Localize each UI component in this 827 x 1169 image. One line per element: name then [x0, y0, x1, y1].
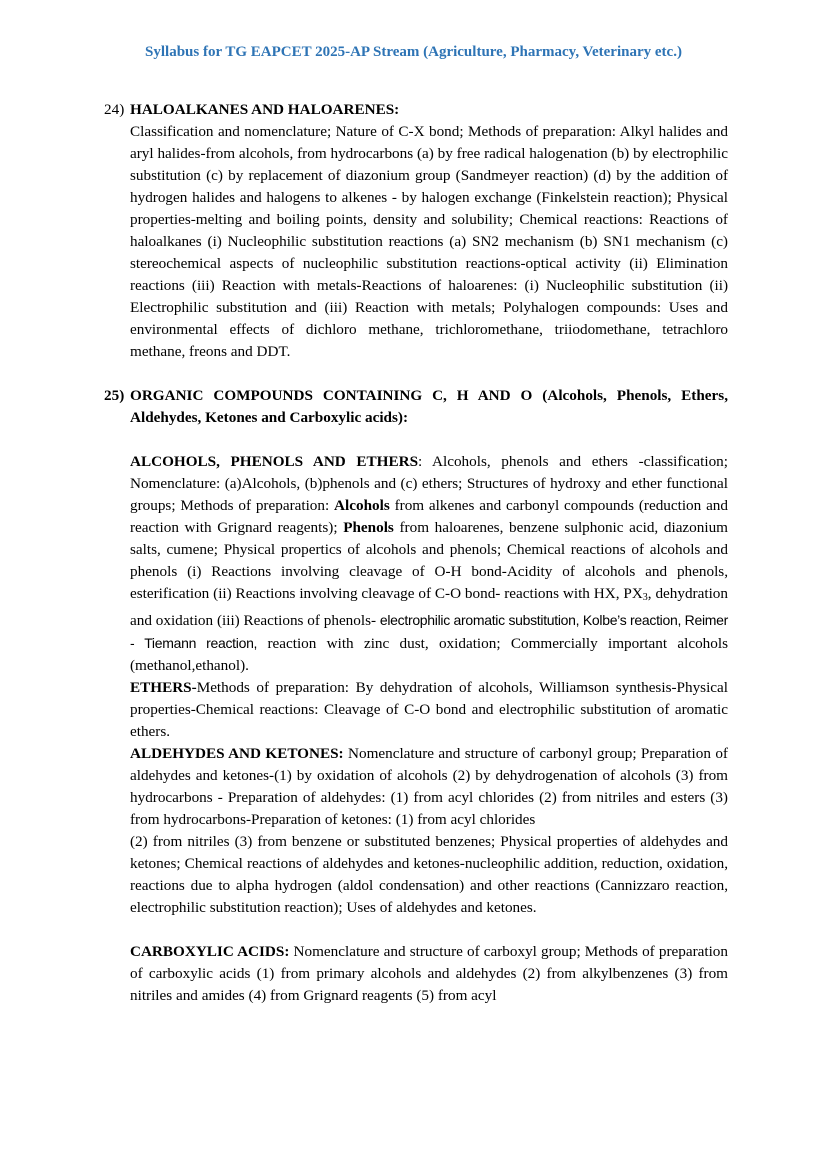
subsection-heading: CARBOXYLIC ACIDS:: [130, 943, 290, 960]
subsection-heading: ALDEHYDES AND KETONES:: [130, 745, 344, 762]
section-number: 25): [104, 387, 125, 404]
section-title: HALOALKANES AND HALOARENES:: [130, 101, 400, 118]
section-number: 24): [104, 101, 125, 118]
alcohols-paragraph: ALCOHOLS, PHENOLS AND ETHERS: Alcohols, phenols and ethers -classification; Nomenclature: (a)Alcohols, (b)phenols and (c) ethers; Structures of hydroxy and ether functional groups; Methods of preparation: Alcohols from alkenes and carbonyl compounds (reduction and reaction with Grignard reagents); Phenols from haloarenes, benzene sulphonic acid, diazonium salts, cumene; Physical propertics of alcohols and phenols; Chemical reactions of alcohols and phenols (i) Reactions involving cleavage of O-H bond-Acidity of alcohols and phenols, esterification (ii) Reactions involving cleavage of C-O bond- reactions with HX, $PX_3$, dehydration and oxidation (iii) Reactions of phenols- electrophilic aromatic substitution, Kolbe’s reaction, Reimer - Tiemann reaction, reaction with zinc dust, oxidation; Commercially important alcohols (methanol,ethanol).: [130, 453, 728, 674]
carboxylic-paragraph: CARBOXYLIC ACIDS: Nomenclature and structure of carboxyl group; Methods of preparation of carboxylic acids (1) from primary alcohols and aldehydes (2) from alkylbenzenes (3) from nitriles and amides (4) from Grignard reagents (5) from acyl: [130, 943, 728, 1004]
section-24: [104, 99, 728, 363]
aldehydes-paragraph: ALDEHYDES AND KETONES: Nomenclature and structure of carbonyl group; Preparation of aldehydes and ketones-(1) by oxidation of alcohols (2) by dehydrogenation of alcohols (3) from hydrocarbons - Preparation of aldehydes: (1) from acyl chlorides (2) from nitriles and esters (3) from hydrocarbons-Preparation of ketones: (1) from acyl chlorides: [130, 745, 728, 828]
section-title: ORGANIC COMPOUNDS CONTAINING C, H AND O (Alcohols, Phenols, Ethers, Aldehydes, Ketones and Carboxylic acids):: [130, 387, 728, 426]
subsection-heading: ALCOHOLS, PHENOLS AND ETHERS: [130, 453, 419, 470]
section-25: [104, 385, 728, 1007]
aldehydes-paragraph-continued: (2) from nitriles (3) from benzene or substituted benzenes; Physical properties of aldehydes and ketones; Chemical reactions of aldehydes and ketones-nucleophilic addition, reduction, oxidation, reactions due to alpha hydrogen (aldol condensation) and other reactions (Cannizzaro reaction, electrophilic substitution reaction); Uses of aldehydes and ketones.: [130, 833, 728, 916]
page-header: Syllabus for TG EAPCET 2025-AP Stream (Agriculture, Pharmacy, Veterinary etc.): [145, 44, 682, 60]
section-paragraph: Classification and nomenclature; Nature of C-X bond; Methods of preparation: Alkyl halides and aryl halides-from alcohols, from hydrocarbons (a) by free radical halogenation (b) by electrophilic substitution (c) by replacement of diazonium group (Sandmeyer reaction) (d) by the addition of hydrogen halides and halogens to alkenes - by halogen exchange (Finkelstein reaction); Physical properties-melting and boiling points, density and solubility; Chemical reactions: Reactions of haloalkanes (i) Nucleophilic substitution reactions (a) SN2 mechanism (b) SN1 mechanism (c) stereochemical aspects of nucleophilic substitution reactions-optical activity (ii) Elimination reactions (iii) Reaction with metals-Reactions of haloarenes: (i) Nucleophilic substitution (ii) Electrophilic substitution and (iii) Reaction with metals; Polyhalogen compounds: Uses and environmental effects of dichloro methane, trichloromethane, triiodomethane, tetrachloro methane, freons and DDT.: [130, 123, 728, 360]
ethers-paragraph: ETHERS-Methods of preparation: By dehydration of alcohols, Williamson synthesis-Physical properties-Chemical reactions: Cleavage of C-O bond and electrophilic substitution of aromatic ethers.: [130, 679, 728, 740]
document-body: [104, 99, 728, 1007]
subsection-heading: ETHERS-: [130, 679, 197, 696]
